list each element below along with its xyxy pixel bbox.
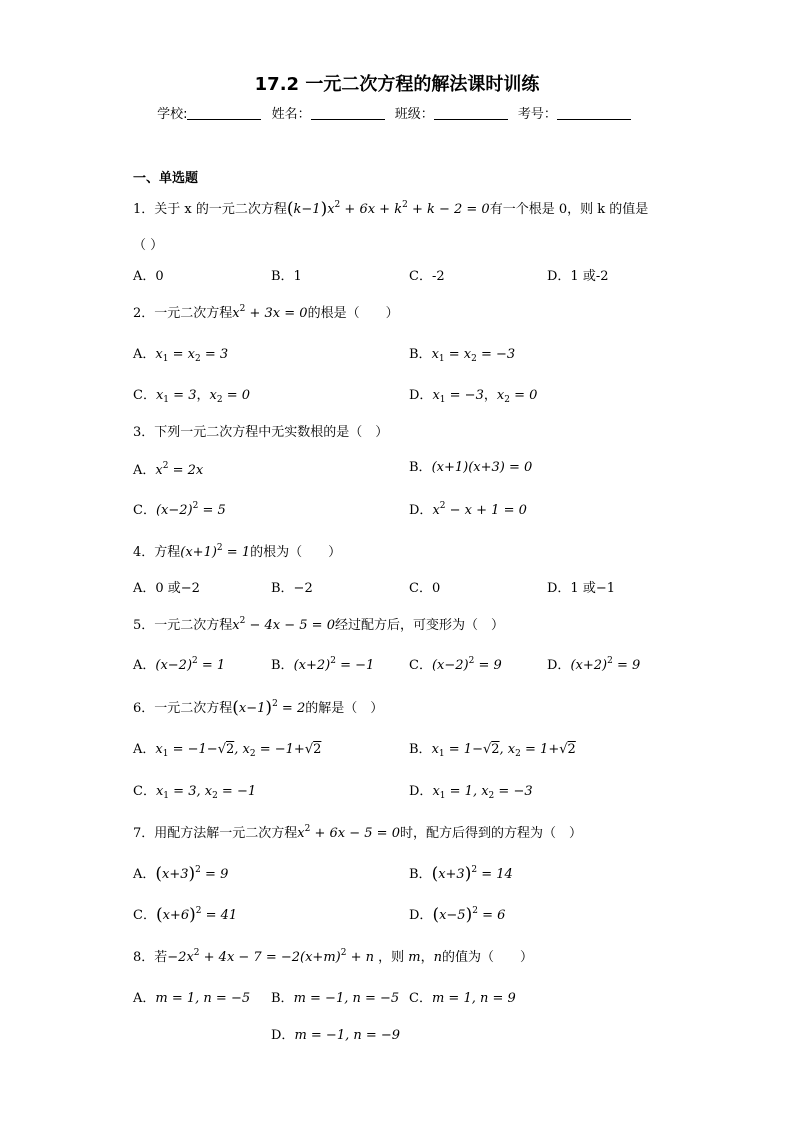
- exam-no-label: 考号：: [517, 107, 557, 122]
- q6-option-a[interactable]: A．$x_1 = -1-√2$, $x_2 = -1+√2$: [133, 742, 322, 759]
- question-5-prefix: 5．一元二次方程: [133, 618, 233, 633]
- question-4: [133, 541, 341, 560]
- class-label: 班级：: [394, 107, 434, 122]
- q8-option-c[interactable]: C．m = 1, n = 9: [409, 991, 516, 1006]
- q5-option-a[interactable]: A．$(x-2)^2 = 1$: [133, 656, 226, 673]
- class-blank[interactable]: [434, 107, 508, 120]
- exam-no-blank[interactable]: [557, 107, 631, 120]
- name-blank[interactable]: [311, 107, 385, 120]
- q6-option-b[interactable]: B．$x_1 = 1-√2$, $x_2 = 1+√2$: [409, 742, 576, 759]
- student-info-line: [0, 103, 794, 122]
- q6-option-d[interactable]: D．$x_1 = 1$, $x_2 = -3$: [409, 784, 533, 801]
- question-6: [133, 697, 383, 718]
- question-2-prefix: 2．一元二次方程: [133, 306, 233, 321]
- school-label: 学校:: [157, 107, 188, 122]
- q4-option-b[interactable]: B．−2: [271, 581, 313, 596]
- question-1-equation: $(k-1)x^2 + 6x + k^2 + k - 2 = 0$: [286, 199, 490, 219]
- question-8-suffix: 的值为（ ）: [441, 950, 533, 965]
- q3-option-b[interactable]: B．(x+1)(x+3) = 0: [409, 460, 533, 475]
- q5-option-b[interactable]: B．$(x+2)^2 = -1$: [271, 656, 375, 673]
- q8-option-b[interactable]: B．m = −1, n = −5: [271, 991, 400, 1006]
- q1-option-d[interactable]: D．1 或-2: [547, 269, 609, 284]
- school-blank[interactable]: [187, 107, 261, 120]
- q1-option-c[interactable]: C．-2: [409, 269, 445, 284]
- section-title: 一、单选题: [133, 171, 199, 186]
- question-1-suffix: 有一个根是 0，则 k 的值是: [489, 202, 649, 217]
- question-5-equation: $x^2 - 4x - 5 = 0$: [232, 616, 335, 633]
- question-5-suffix: 经过配方后，可变形为（ ）: [334, 618, 504, 633]
- q3-option-a[interactable]: A．$x^2 = 2x$: [133, 461, 204, 478]
- question-7-equation: $x^2 + 6x - 5 = 0$: [297, 824, 400, 841]
- q2-option-c[interactable]: C．$x_1 = 3$，$x_2 = 0$: [133, 388, 250, 405]
- question-6-equation: $(x-1)^2 = 2$: [232, 698, 306, 718]
- question-1: [133, 198, 648, 219]
- question-1-prefix: 1．关于 x 的一元二次方程: [133, 202, 287, 217]
- q8-option-d[interactable]: D．m = −1, n = −9: [271, 1028, 401, 1043]
- q1-option-a[interactable]: A．0: [133, 269, 164, 284]
- q8-option-a[interactable]: A．m = 1, n = −5: [133, 991, 251, 1006]
- q2-option-d[interactable]: D．$x_1 = -3$，$x_2 = 0$: [409, 388, 538, 405]
- question-1-paren: （ ）: [133, 238, 164, 253]
- q7-option-b[interactable]: B．$(x+3)^2 = 14$: [409, 864, 513, 884]
- q3-option-c[interactable]: C．$(x-2)^2 = 5$: [133, 501, 226, 518]
- question-2: [133, 302, 399, 321]
- q4-option-c[interactable]: C．0: [409, 581, 441, 596]
- question-6-prefix: 6．一元二次方程: [133, 701, 233, 716]
- q2-option-a[interactable]: A．$x_1 = x_2 = 3$: [133, 347, 229, 364]
- q7-option-a[interactable]: A．$(x+3)^2 = 9$: [133, 864, 229, 884]
- question-2-suffix: 的根是（ ）: [307, 306, 399, 321]
- q5-option-c[interactable]: C．$(x-2)^2 = 9$: [409, 656, 502, 673]
- page-title: 17.2 一元二次方程的解法课时训练: [254, 74, 540, 95]
- question-7: [133, 822, 582, 841]
- name-label: 姓名：: [271, 107, 311, 122]
- q6-option-c[interactable]: C．$x_1 = 3$, $x_2 = -1$: [133, 784, 257, 801]
- question-6-suffix: 的解是（ ）: [305, 701, 384, 716]
- q1-option-b[interactable]: B．1: [271, 269, 302, 284]
- question-4-suffix: 的根为（ ）: [250, 545, 342, 560]
- question-7-prefix: 7．用配方法解一元二次方程: [133, 826, 298, 841]
- q7-option-c[interactable]: C．$(x+6)^2 = 41$: [133, 905, 238, 925]
- question-2-equation: $x^2 + 3x = 0$: [232, 304, 308, 321]
- q2-option-b[interactable]: B．$x_1 = x_2 = -3$: [409, 347, 516, 364]
- question-3: 3．下列一元二次方程中无实数根的是（ ）: [133, 425, 389, 440]
- q7-option-d[interactable]: D．$(x-5)^2 = 6$: [409, 905, 506, 925]
- question-4-prefix: 4．方程: [133, 545, 181, 560]
- q4-option-d[interactable]: D．1 或−1: [547, 581, 615, 596]
- question-8-prefix: 8．若: [133, 950, 168, 965]
- question-8-equation: $-2x^2 + 4x - 7 = -2(x+m)^2 + n$: [167, 948, 374, 965]
- question-8: 8．若$-2x^2 + 4x - 7 = -2(x+m)^2 + n$ ，则 m，n的值为（ ）: [133, 948, 533, 965]
- question-4-equation: $(x+1)^2 = 1$: [180, 543, 251, 560]
- question-7-suffix: 时，配方后得到的方程为（ ）: [399, 826, 582, 841]
- q5-option-d[interactable]: D．$(x+2)^2 = 9$: [547, 656, 641, 673]
- q4-option-a[interactable]: A．0 或−2: [133, 581, 200, 596]
- q3-option-d[interactable]: D．$x^2 - x + 1 = 0$: [409, 501, 527, 518]
- question-5: [133, 614, 504, 633]
